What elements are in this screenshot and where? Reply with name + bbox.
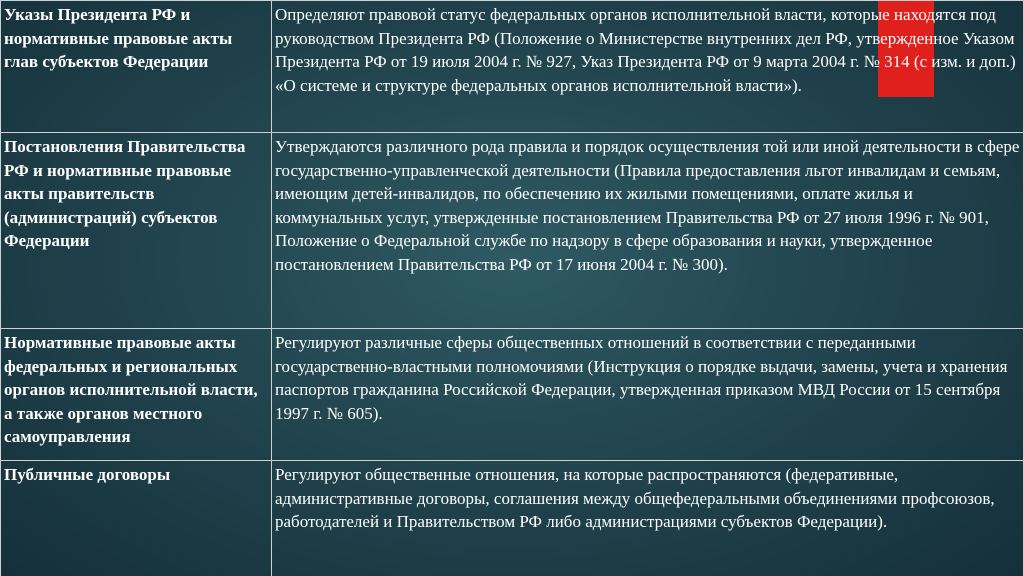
row-description-cell: Регулируют различные сферы общественных отношений в соответствии с переданными государственно-властными полномочиями (Инструкция о порядке выдачи, замены, учета и хранения паспортов гражданина Российской Федерации, утвержденная приказом МВД России от 15 сентября 1997 г. № 605). [272,329,1024,461]
table-row [1,329,1024,461]
row-description-cell: Определяют правовой статус федеральных органов исполнительной власти, которые находятся под руководством Президента РФ (Положение о Министерстве внутренних дел РФ, утвержденное Указом Президента РФ от 19 июля 2004 г. № 927, Указ Президента РФ от 9 марта 2004 г. № 314 (с изм. и доп.) «О системе и структуре федеральных органов исполнительной власти»). [272,1,1024,133]
row-source-cell: Публичные договоры [1,461,272,576]
row-source-cell: Указы Президента РФ и нормативные правовые акты глав субъектов Федерации [1,1,272,133]
row-source-cell: Нормативные правовые акты федеральных и региональных органов исполнительной власти, а также органов местного самоуправления [1,329,272,461]
table-row [1,1,1024,133]
row-description-cell: Утверждаются различного рода правила и порядок осуществления той или иной деятельности в сфере государственно-управленческой деятельности (Правила предоставления льгот инвалидам и семьям, имеющим детей-инвалидов, по обеспечению их жилыми помещениями, оплате жилья и коммунальных услуг, утвержденные постановлением Правительства РФ от 27 июля 1996 г. № 901, Положение о Федеральной службе по надзору в сфере образования и науки, утвержденное постановлением Правительства РФ от 17 июня 2004 г. № 300). [272,133,1024,329]
table-row [1,461,1024,576]
row-description-cell: Регулируют общественные отношения, на которые распространяются (федеративные, административные договоры, соглашения между общефедеральными объединениями профсоюзов, работодателей и Правительством РФ либо администрациями субъектов Федерации). [272,461,1024,576]
row-source-cell: Постановления Правительства РФ и нормативные правовые акты правительств (администраций) субъектов Федерации [1,133,272,329]
table-row [1,133,1024,329]
